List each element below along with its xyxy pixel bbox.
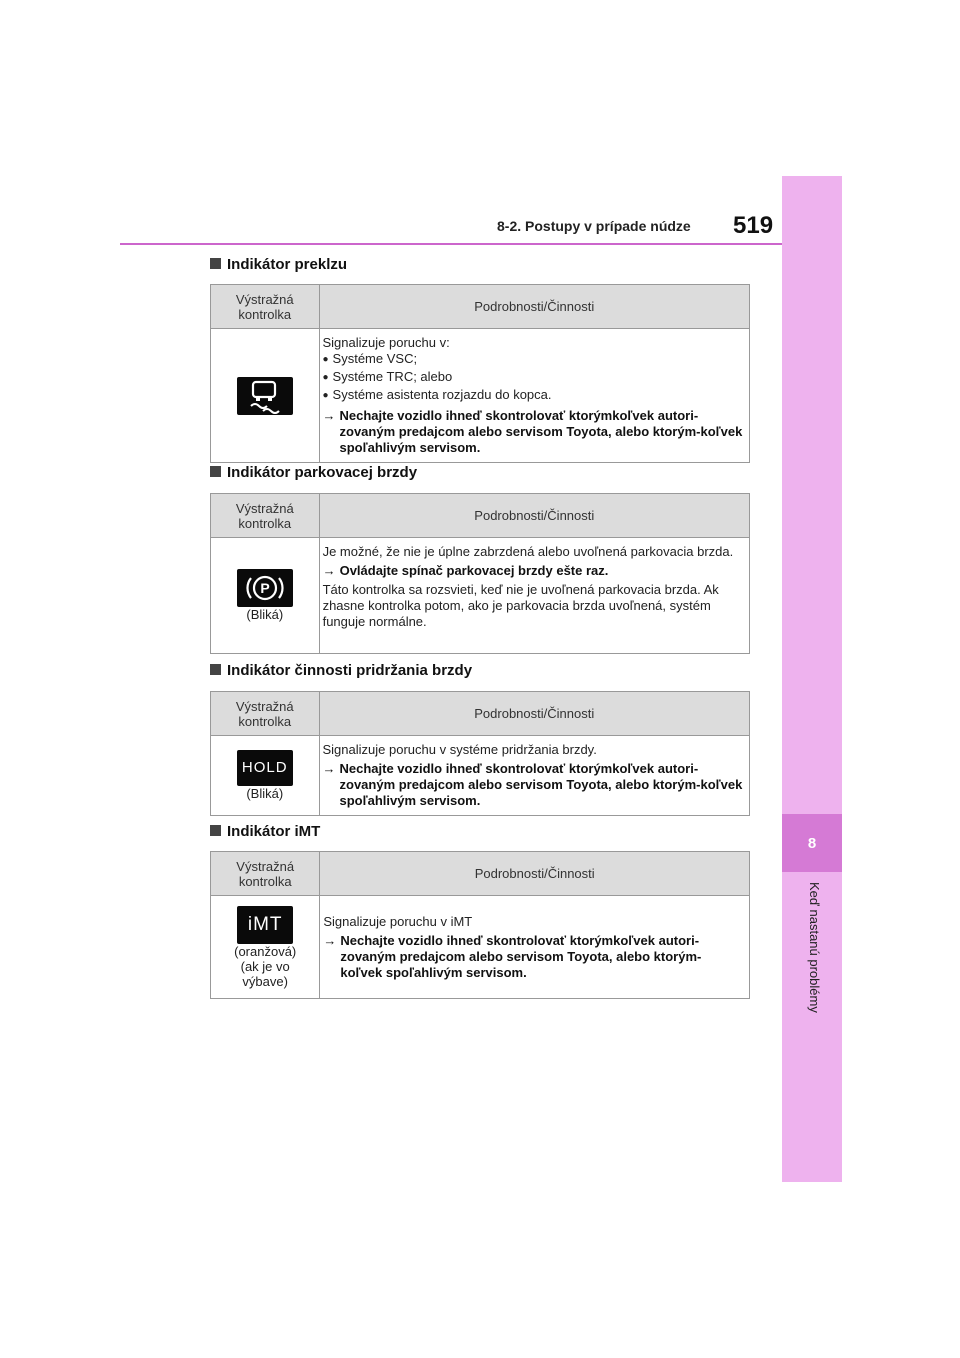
section-header: 8-2. Postupy v prípade núdze xyxy=(497,218,691,234)
action-line xyxy=(323,761,744,809)
warning-table-hold xyxy=(210,691,750,816)
col-header-light: Výstražná kontrolka xyxy=(211,692,320,736)
bullet-item: ● Systéme asistenta rozjazdu do kopca. xyxy=(323,387,744,405)
details-intro: Signalizuje poruchu v: xyxy=(322,335,450,350)
bullet-item: ● Systéme VSC; xyxy=(323,351,744,369)
imt-indicator-icon: iMT xyxy=(237,906,293,944)
icon-caption: (oranžová) xyxy=(234,943,297,959)
section-title-imt xyxy=(210,823,320,840)
slip-indicator-icon xyxy=(237,377,293,415)
square-bullet-icon xyxy=(210,258,221,269)
section-title-text: Indikátor iMT xyxy=(227,823,321,840)
action-line xyxy=(323,563,743,579)
icon-caption-availability: (ak je vo výbave) xyxy=(240,958,290,989)
header-rule xyxy=(120,243,782,245)
action-text: Nechajte vozidlo ihneď skontrolovať ktorýmkoľvek autori-zovaným predajcom alebo servisom Toyota, alebo ktorým-koľvek spoľahlivým servisom. xyxy=(340,932,702,980)
section-title-slip xyxy=(210,256,347,273)
warning-table-parking xyxy=(210,493,750,654)
svg-text:P: P xyxy=(260,580,270,596)
details-cell xyxy=(319,329,750,463)
details-note: Táto kontrolka sa rozsvieti, keď nie je uvoľnená parkovacia brzda. Ak zhasne kontrolka potom, ako je parkovacia brzda uvoľnená, systém funguje normálne. xyxy=(322,582,719,629)
warning-table-imt xyxy=(210,851,750,999)
bullet-item: ● Systéme TRC; alebo xyxy=(323,369,744,387)
icon-cell xyxy=(211,329,320,463)
col-header-details: Podrobnosti/Činnosti xyxy=(320,852,750,896)
col-header-light: Výstražná kontrolka xyxy=(211,285,320,329)
icon-cell xyxy=(211,736,320,816)
chapter-number: 8 xyxy=(782,814,842,872)
action-text: Nechajte vozidlo ihneď skontrolovať ktorýmkoľvek autori-zovaným predajcom alebo servisom Toyota, alebo ktorým-koľvek spoľahlivým servisom. xyxy=(339,408,743,455)
details-intro: Signalizuje poruchu v iMT xyxy=(323,913,473,929)
icon-cell xyxy=(211,538,320,654)
col-header-details: Podrobnosti/Činnosti xyxy=(319,494,749,538)
col-header-details: Podrobnosti/Činnosti xyxy=(319,692,750,736)
action-text: Nechajte vozidlo ihneď skontrolovať ktorýmkoľvek autori-zovaným predajcom alebo servisom Toyota, alebo ktorým-koľvek spoľahlivým servisom. xyxy=(339,761,743,808)
chapter-label: Keď nastanú problémy xyxy=(807,882,822,1013)
icon-cell xyxy=(211,896,320,999)
details-cell xyxy=(319,538,749,654)
section-title-hold xyxy=(210,662,472,679)
arrow-icon: → xyxy=(322,408,336,423)
details-cell xyxy=(319,736,750,816)
section-title-text: Indikátor činnosti pridržania brzdy xyxy=(227,662,473,679)
action-line xyxy=(323,933,743,981)
warning-table-slip xyxy=(210,284,750,463)
icon-caption: (Bliká) xyxy=(246,607,284,622)
parking-brake-icon xyxy=(237,569,293,607)
section-title-text: Indikátor parkovacej brzdy xyxy=(227,464,418,481)
arrow-icon: → xyxy=(322,563,336,578)
page-number: 519 xyxy=(733,212,774,239)
details-cell xyxy=(320,896,750,999)
hold-indicator-icon: HOLD xyxy=(237,750,293,786)
col-header-light: Výstražná kontrolka xyxy=(211,494,320,538)
square-bullet-icon xyxy=(210,466,221,477)
square-bullet-icon xyxy=(210,664,221,675)
col-header-details: Podrobnosti/Činnosti xyxy=(319,285,750,329)
details-intro: Signalizuje poruchu v systéme pridržania brzdy. xyxy=(322,742,597,757)
section-title-parking xyxy=(210,464,417,481)
col-header-light: Výstražná kontrolka xyxy=(211,852,320,896)
section-title-text: Indikátor preklzu xyxy=(227,256,348,273)
arrow-icon: → xyxy=(323,932,337,948)
action-line xyxy=(323,408,744,456)
action-text: Ovládajte spínač parkovacej brzdy ešte raz. xyxy=(339,563,609,578)
arrow-icon: → xyxy=(322,761,336,776)
details-intro: Je možné, že nie je úplne zabrzdená alebo uvoľnená parkovacia brzda. xyxy=(322,544,734,559)
icon-caption: (Bliká) xyxy=(246,786,284,801)
square-bullet-icon xyxy=(210,825,221,836)
